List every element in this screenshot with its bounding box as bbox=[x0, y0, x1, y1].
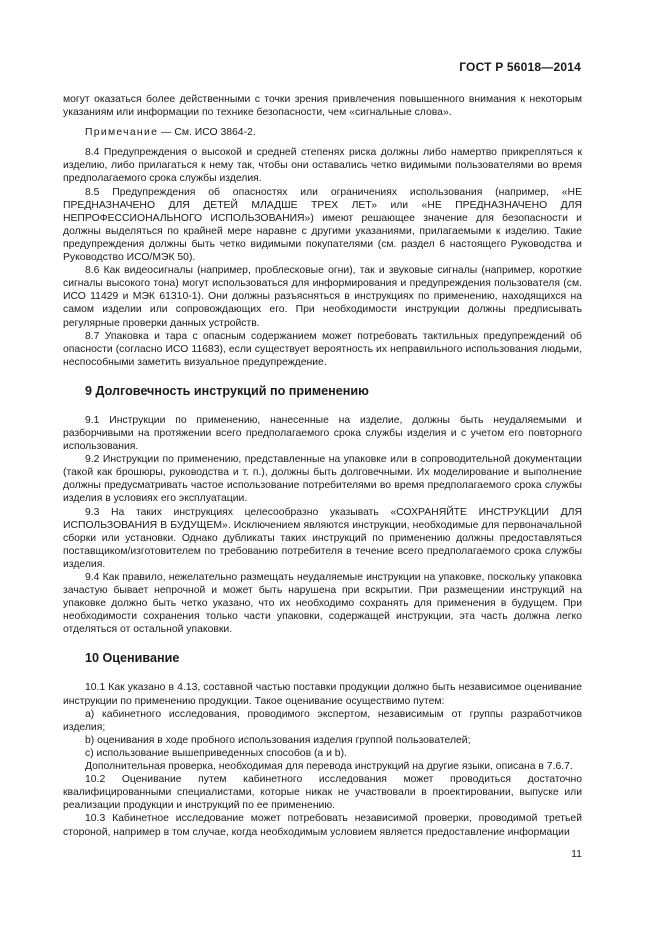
paragraph-8-5: 8.5 Предупреждения об опасностях или ограничениях использования (например, «НЕ ПРЕДНАЗНАЧЕНО ДЛЯ ДЕТЕЙ МЛАДШЕ ТРЕХ ЛЕТ» или «НЕ ПРЕДНАЗНАЧЕНО ДЛЯ НЕПРОФЕССИОНАЛЬНОГО ИСПОЛЬЗОВАНИЯ») имеют решающее значение для безопасности и должны выделяться по крайней мере наравне с другими указаниями, прилагаемыми к изделию. Такие предупреждения должны быть четко видимыми покупателями (см. раздел 6 настоящего Руководства и Руководство ИСО/МЭК 50). bbox=[63, 186, 582, 264]
paragraph-10-2: 10.2 Оценивание путем кабинетного исследования может проводиться достаточно квалифицированными специалистами, которые никак не участвовали в проектировании, выпуске или реализации продукции и инструкций по ее применению. bbox=[63, 774, 582, 812]
note-label: Примечание bbox=[85, 127, 159, 139]
page-content bbox=[63, 93, 582, 839]
paragraph-translation-check: Дополнительная проверка, необходимая для перевода инструкций на другие языки, описана в 7.6.7. bbox=[85, 761, 573, 773]
paragraph-10-3: 10.3 Кабинетное исследование может потребовать независимой проверки, проводимой третьей стороной, например в том случае, когда необходимым условием является предоставление информации bbox=[63, 813, 582, 838]
note-dash: — bbox=[161, 127, 172, 139]
paragraph-9-2: 9.2 Инструкции по применению, представленные на упаковке или в сопроводительной документации (такой как брошюры, руководства и т. п.), должны быть долговечными. Их моделирование и выполнение должны предусматривать частое использование потребителями во время предполагаемого срока службы изделия в условиях его эксплуатации. bbox=[63, 454, 582, 505]
paragraph-10-1: 10.1 Как указано в 4.13, составной частью поставки продукции должно быть независимое оценивание инструкции по применению продукции. Такое оценивание осуществимо путем: bbox=[63, 682, 582, 707]
document-header-standard: ГОСТ Р 56018—2014 bbox=[459, 60, 581, 74]
paragraph-9-1: 9.1 Инструкции по применению, нанесенные на изделие, должны быть неудаляемыми и разборчивыми на протяжении всего предполагаемого срока службы изделия и с учетом его повторного использования. bbox=[63, 414, 582, 453]
paragraph-continuation: могут оказаться более действенными с точки зрения привлечения повышенного внимания к некоторым указаниям или информации по технике безопасности, чем «сигнальные слова». bbox=[63, 94, 582, 119]
paragraph-8-7: 8.7 Упаковка и тара с опасным содержанием может потребовать тактильных предупреждений об опасности (согласно ИСО 11683), если существует вероятность их неправильного использования людьми, неспособными заметить визуальное предупреждение. bbox=[63, 330, 582, 368]
list-item-a: a) кабинетного исследования, проводимого экспертом, независимым от группы разработчиков изделия; bbox=[63, 708, 582, 733]
list-item-b: b) оценивания в ходе пробного использования изделия группой пользователей; bbox=[85, 734, 471, 746]
paragraph-9-3: 9.3 На таких инструкциях целесообразно указывать «СОХРАНЯЙТЕ ИНСТРУКЦИИ ДЛЯ ИСПОЛЬЗОВАНИЯ В БУДУЩЕМ». Исключением являются инструкции, необходимые для первоначальной сборки или установки. Однако дубликаты таких инструкций по применению должны предоставляться поставщиком/изготовителем по требованию потребителя в течение всего предполагаемого срока службы изделия. bbox=[63, 506, 582, 570]
paragraph-8-6: 8.6 Как видеосигналы (например, проблесковые огни), так и звуковые сигналы (например, короткие сигналы высокого тона) могут использоваться для информирования и предупреждения пользователя (см. ИСО 11429 и МЭК 61310-1). Они должны разъясняться в инструкциях по применению, находящихся на самом изделии или сопровождающих его. При необходимости инструкции должны предписывать регулярные проверки данных устройств. bbox=[63, 265, 582, 329]
note-text: См. ИСО 3864-2. bbox=[174, 127, 256, 139]
list-item-c: c) использование вышеприведенных способов (a и b). bbox=[85, 747, 347, 759]
section-10-heading: 10 Оценивание bbox=[85, 651, 180, 666]
paragraph-9-4: 9.4 Как правило, нежелательно размещать неудаляемые инструкции на упаковке, поскольку упаковка зачастую бывает непрочной и может быть нарушена при вскрытии. При размещении инструкций на упаковке должно быть четко указано, что их необходимо сохранять для применения в будущем. При необходимости сохранения только части упаковки, содержащей инструкции, эта часть должна легко отделяться от остальной упаковки. bbox=[63, 572, 582, 636]
paragraph-8-4: 8.4 Предупреждения о высокой и средней степенях риска должны либо намертво прикрепляться к изделию, либо прилагаться к нему так, чтобы они оставались четко видимыми пользователями во время предполагаемого срока службы изделия. bbox=[63, 147, 582, 185]
note bbox=[63, 126, 582, 139]
page-number: 11 bbox=[571, 848, 582, 860]
section-9-heading: 9 Долговечность инструкций по применению bbox=[85, 383, 369, 398]
